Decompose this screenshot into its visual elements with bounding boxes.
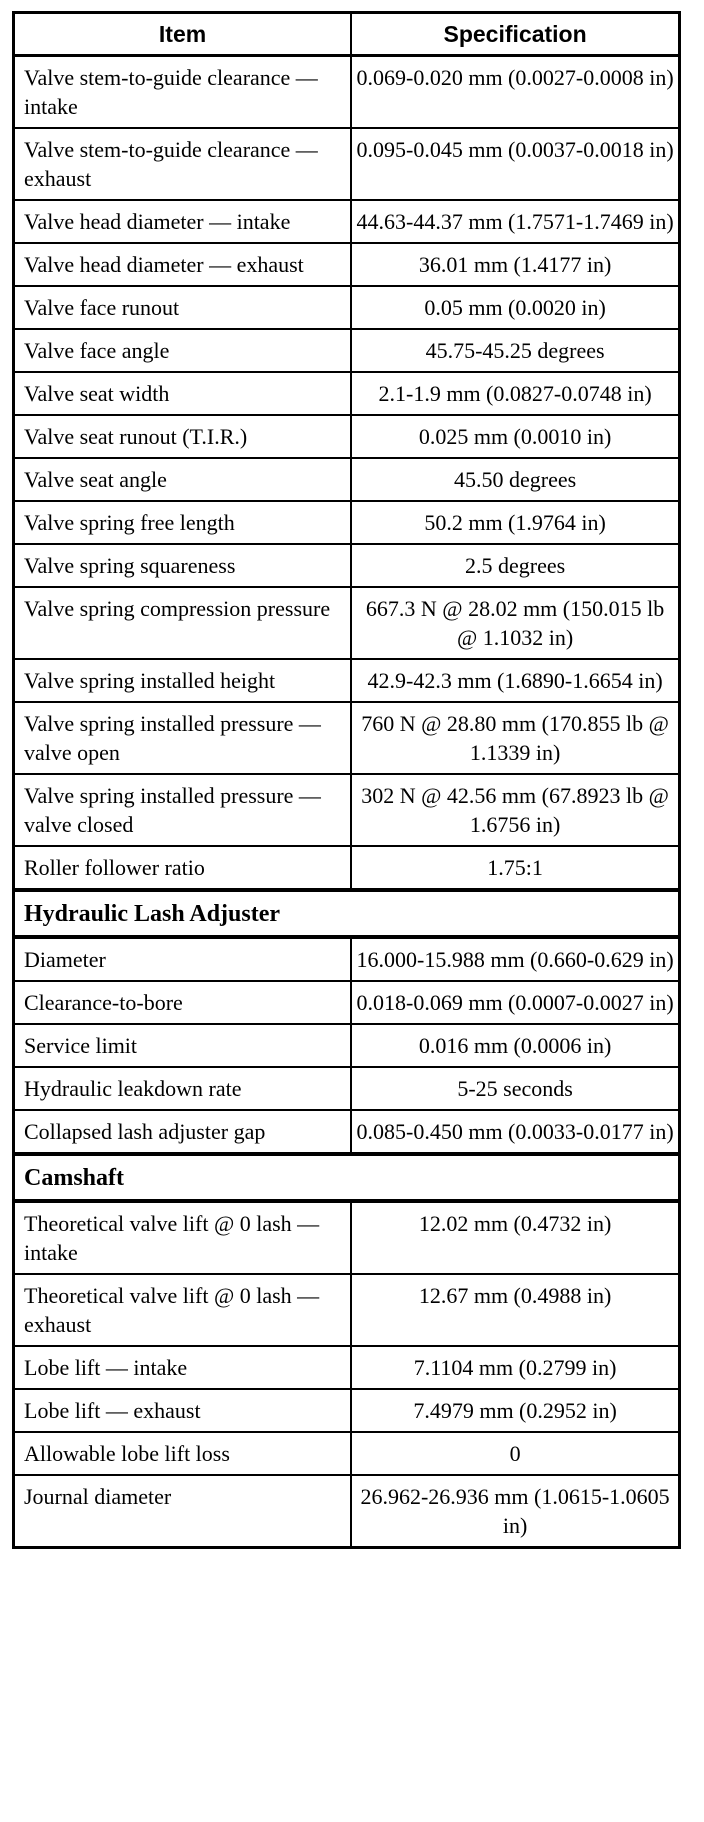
- item-cell: Valve stem-to-guide clearance — exhaust: [14, 128, 352, 200]
- table-row: [14, 1274, 680, 1346]
- spec-cell: 0.016 mm (0.0006 in): [351, 1024, 679, 1067]
- item-cell: Valve face angle: [14, 329, 352, 372]
- section-header-row: [14, 1154, 680, 1201]
- table-row: [14, 774, 680, 846]
- table-row: [14, 981, 680, 1024]
- table-row: [14, 702, 680, 774]
- spec-cell: 760 N @ 28.80 mm (170.855 lb @ 1.1339 in): [351, 702, 679, 774]
- item-cell: Valve face runout: [14, 286, 352, 329]
- item-cell: Valve spring installed pressure — valve closed: [14, 774, 352, 846]
- table-row: [14, 128, 680, 200]
- table-row: [14, 286, 680, 329]
- table-row: [14, 243, 680, 286]
- item-cell: Valve spring installed height: [14, 659, 352, 702]
- spec-cell: 7.1104 mm (0.2799 in): [351, 1346, 679, 1389]
- spec-cell: 0.05 mm (0.0020 in): [351, 286, 679, 329]
- spec-cell: 0.018-0.069 mm (0.0007-0.0027 in): [351, 981, 679, 1024]
- item-cell: Valve seat angle: [14, 458, 352, 501]
- item-cell: Lobe lift — exhaust: [14, 1389, 352, 1432]
- table-row: [14, 1346, 680, 1389]
- table-row: [14, 56, 680, 129]
- spec-cell: 44.63-44.37 mm (1.7571-1.7469 in): [351, 200, 679, 243]
- spec-cell: 16.000-15.988 mm (0.660-0.629 in): [351, 937, 679, 981]
- table-row: [14, 329, 680, 372]
- table-row: [14, 544, 680, 587]
- column-header-item: Item: [14, 13, 352, 56]
- table-row: [14, 1475, 680, 1548]
- item-cell: Valve spring squareness: [14, 544, 352, 587]
- spec-cell: 12.02 mm (0.4732 in): [351, 1201, 679, 1274]
- item-cell: Hydraulic leakdown rate: [14, 1067, 352, 1110]
- table-row: [14, 1067, 680, 1110]
- table-row: [14, 1432, 680, 1475]
- spec-cell: 667.3 N @ 28.02 mm (150.015 lb @ 1.1032 in): [351, 587, 679, 659]
- item-cell: Clearance-to-bore: [14, 981, 352, 1024]
- table-row: [14, 1024, 680, 1067]
- table-row: [14, 846, 680, 890]
- item-cell: Valve spring compression pressure: [14, 587, 352, 659]
- item-cell: Roller follower ratio: [14, 846, 352, 890]
- specification-table: [12, 11, 681, 1549]
- table-row: [14, 1201, 680, 1274]
- item-cell: Allowable lobe lift loss: [14, 1432, 352, 1475]
- section-header-label: Camshaft: [14, 1154, 680, 1201]
- column-header-specification: Specification: [351, 13, 679, 56]
- table-row: [14, 587, 680, 659]
- table-body: [14, 56, 680, 1548]
- spec-cell: 0.025 mm (0.0010 in): [351, 415, 679, 458]
- spec-cell: 45.75-45.25 degrees: [351, 329, 679, 372]
- item-cell: Valve seat width: [14, 372, 352, 415]
- spec-cell: 0.069-0.020 mm (0.0027-0.0008 in): [351, 56, 679, 129]
- table-row: [14, 1110, 680, 1154]
- spec-cell: 50.2 mm (1.9764 in): [351, 501, 679, 544]
- table-row: [14, 372, 680, 415]
- spec-cell: 1.75:1: [351, 846, 679, 890]
- table-row: [14, 937, 680, 981]
- item-cell: Theoretical valve lift @ 0 lash — exhaust: [14, 1274, 352, 1346]
- item-cell: Service limit: [14, 1024, 352, 1067]
- item-cell: Lobe lift — intake: [14, 1346, 352, 1389]
- table-row: [14, 659, 680, 702]
- spec-cell: 45.50 degrees: [351, 458, 679, 501]
- item-cell: Valve spring free length: [14, 501, 352, 544]
- spec-cell: 2.5 degrees: [351, 544, 679, 587]
- item-cell: Diameter: [14, 937, 352, 981]
- spec-cell: 42.9-42.3 mm (1.6890-1.6654 in): [351, 659, 679, 702]
- item-cell: Valve spring installed pressure — valve open: [14, 702, 352, 774]
- spec-cell: 0.085-0.450 mm (0.0033-0.0177 in): [351, 1110, 679, 1154]
- spec-cell: 12.67 mm (0.4988 in): [351, 1274, 679, 1346]
- table-row: [14, 501, 680, 544]
- header-row: [14, 13, 680, 56]
- table-row: [14, 415, 680, 458]
- spec-cell: 0: [351, 1432, 679, 1475]
- spec-cell: 302 N @ 42.56 mm (67.8923 lb @ 1.6756 in): [351, 774, 679, 846]
- table-row: [14, 1389, 680, 1432]
- table-row: [14, 200, 680, 243]
- spec-cell: 36.01 mm (1.4177 in): [351, 243, 679, 286]
- spec-cell: 0.095-0.045 mm (0.0037-0.0018 in): [351, 128, 679, 200]
- item-cell: Journal diameter: [14, 1475, 352, 1548]
- spec-cell: 2.1-1.9 mm (0.0827-0.0748 in): [351, 372, 679, 415]
- section-header-row: [14, 890, 680, 937]
- section-header-label: Hydraulic Lash Adjuster: [14, 890, 680, 937]
- item-cell: Valve seat runout (T.I.R.): [14, 415, 352, 458]
- item-cell: Valve head diameter — exhaust: [14, 243, 352, 286]
- item-cell: Valve stem-to-guide clearance — intake: [14, 56, 352, 129]
- spec-cell: 7.4979 mm (0.2952 in): [351, 1389, 679, 1432]
- spec-cell: 26.962-26.936 mm (1.0615-1.0605 in): [351, 1475, 679, 1548]
- item-cell: Valve head diameter — intake: [14, 200, 352, 243]
- spec-cell: 5-25 seconds: [351, 1067, 679, 1110]
- item-cell: Theoretical valve lift @ 0 lash — intake: [14, 1201, 352, 1274]
- table-row: [14, 458, 680, 501]
- item-cell: Collapsed lash adjuster gap: [14, 1110, 352, 1154]
